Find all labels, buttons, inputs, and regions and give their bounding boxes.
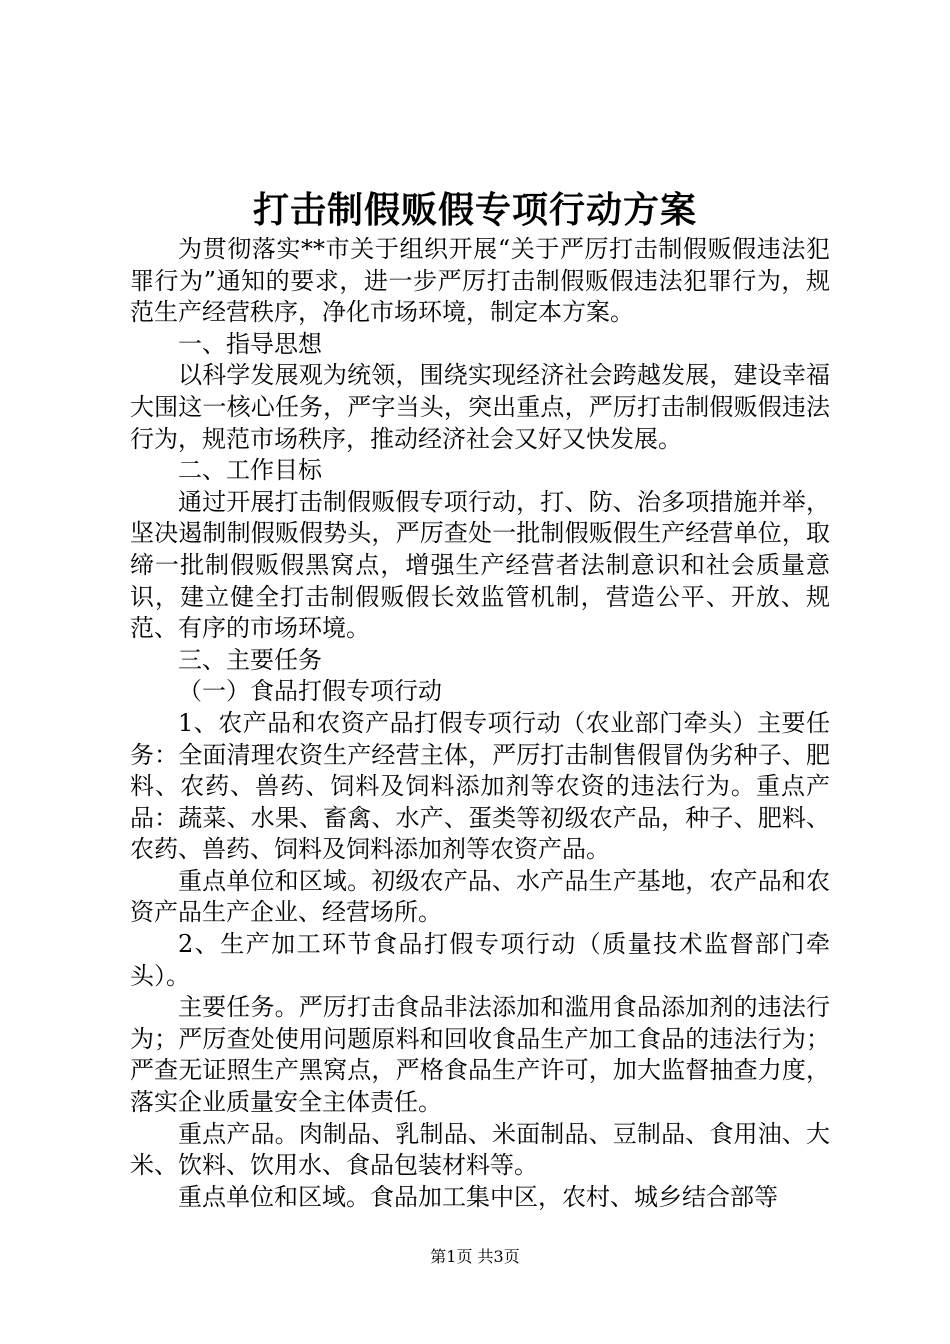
page-number: 第1页 共3页	[430, 1247, 520, 1266]
paragraph-processing-heading: 2、生产加工环节食品打假专项行动（质量技术监督部门牵头）。	[130, 930, 830, 990]
paragraph-processing-key-products: 重点产品。肉制品、乳制品、米面制品、豆制品、食用油、大米、饮料、饮用水、食品包装材料等。	[130, 1119, 830, 1180]
paragraph-agri-products: 1、农产品和农资产品打假专项行动（农业部门牵头）主要任务：全面清理农资生产经营主体，严厉打击制售假冒伪劣种子、肥料、农药、兽药、饲料及饲料添加剂等农资的违法行为。重点产品：蔬菜、水果、畜禽、水产、蛋类等初级农产品，种子、肥料、农药、兽药、饲料及饲料添加剂等农资产品。	[130, 708, 830, 864]
paragraph-guiding-ideology: 以科学发展观为统领，围绕实现经济社会跨越发展，建设幸福大围这一核心任务，严字当头，突出重点，严厉打击制假贩假违法行为，规范市场秩序，推动经济社会又好又快发展。	[130, 361, 830, 453]
section-heading-work-goals: 二、工作目标	[178, 456, 322, 485]
paragraph-agri-key-units: 重点单位和区域。初级农产品、水产品生产基地，农产品和农资产品生产企业、经营场所。	[130, 866, 830, 927]
section-heading-main-tasks: 三、主要任务	[178, 645, 322, 674]
section-heading-guiding-ideology: 一、指导思想	[178, 329, 322, 358]
paragraph-processing-key-units: 重点单位和区域。食品加工集中区，农村、城乡结合部等	[178, 1182, 778, 1211]
document-body	[130, 234, 830, 1213]
paragraph-intro: 为贯彻落实**市关于组织开展“关于严厉打击制假贩假违法犯罪行为”通知的要求，进一步严厉打击制假贩假违法犯罪行为，规范生产经营秩序，净化市场环境，制定本方案。	[130, 235, 830, 327]
paragraph-processing-tasks: 主要任务。严厉打击食品非法添加和滥用食品添加剂的违法行为；严厉查处使用问题原料和回收食品生产加工食品的违法行为；严查无证照生产黑窝点，严格食品生产许可，加大监督抽查力度，落实企业质量安全主体责任。	[130, 993, 830, 1117]
paragraph-work-goals: 通过开展打击制假贩假专项行动，打、防、治多项措施并举，坚决遏制制假贩假势头，严厉查处一批制假贩假生产经营单位，取缔一批制假贩假黑窝点，增强生产经营者法制意识和社会质量意识，建立健全打击制假贩假长效监管机制，营造公平、开放、规范、有序的市场环境。	[130, 487, 830, 643]
page-title: 打击制假贩假专项行动方案	[252, 189, 697, 231]
subsection-heading-food: （一）食品打假专项行动	[178, 677, 442, 706]
